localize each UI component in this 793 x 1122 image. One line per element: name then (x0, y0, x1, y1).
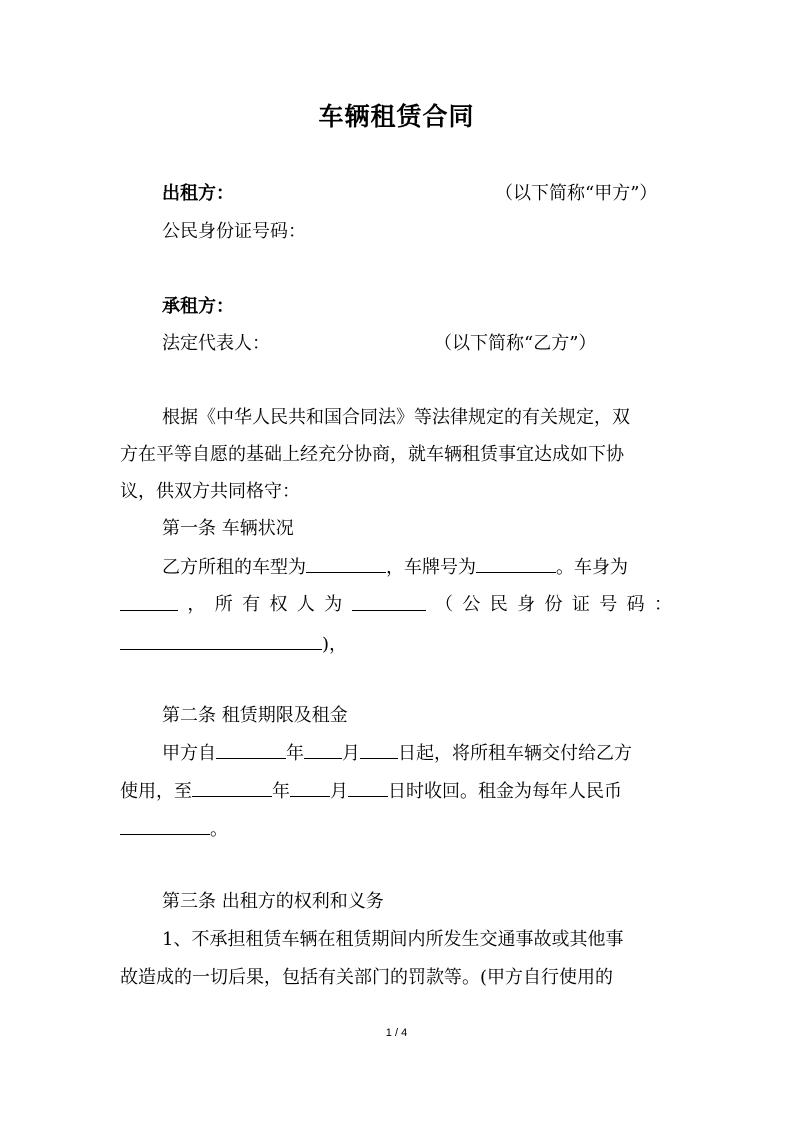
text-char: 人 (296, 594, 315, 615)
article-2-heading: 第二条 租赁期限及租金 (162, 705, 348, 726)
text-char: 份 (544, 594, 563, 615)
article-3-line-2: 故造成的一切后果，包括有关部门的罚款等。(甲方自行使用的 (120, 967, 614, 988)
lessee-rep-label: 法定代表人： (162, 333, 270, 354)
intro-line-3: 议，供双方共同格守： (120, 481, 300, 502)
intro-line-2: 方在平等自愿的基础上经充分协商，就车辆租赁事宜达成如下协 (120, 444, 624, 465)
article-1-heading: 第一条 车辆状况 (162, 518, 294, 539)
text-char: ， (187, 594, 206, 615)
text-char: 码 (626, 594, 645, 615)
lessor-note: （以下简称“甲方”） (495, 183, 658, 204)
lessor-id-label: 公民身份证号码： (162, 221, 306, 242)
vehicle-model-blank (306, 556, 386, 573)
article-2-line-3 (120, 818, 228, 841)
text-char: ： (654, 594, 672, 615)
start-year-blank (216, 742, 286, 759)
plate-number-blank (476, 556, 556, 573)
lessee-label: 承租方： (162, 296, 234, 317)
page-number: 1 / 4 (385, 1027, 408, 1039)
end-year-blank (192, 780, 272, 797)
text-char: 为 (324, 594, 343, 615)
body-blank (120, 594, 178, 611)
text-char: 号 (599, 594, 618, 615)
body-label: 。车身为 (556, 557, 628, 578)
article-2-line-2 (120, 780, 622, 803)
text-fragment: 月 (342, 743, 360, 764)
text-fragment: 。 (210, 819, 228, 840)
text-char: 所 (214, 594, 233, 615)
article-1-line-1 (162, 556, 628, 579)
start-day-blank (360, 742, 398, 759)
owner-id-blank (120, 633, 322, 650)
text-fragment: 年 (272, 781, 290, 802)
article-3-heading: 第三条 出租方的权利和义务 (162, 891, 384, 912)
rent-amount-blank (120, 818, 210, 835)
text-fragment: 使用，至 (120, 781, 192, 802)
text-fragment: )， (322, 634, 348, 655)
text-fragment: 日起，将所租车辆交付给乙方 (398, 743, 632, 764)
text-fragment: 月 (330, 781, 348, 802)
text-char: 有 (242, 594, 261, 615)
text-char: 民 (489, 594, 508, 615)
text-char: 权 (269, 594, 288, 615)
owner-blank (352, 594, 426, 611)
text-fragment: 年 (286, 743, 304, 764)
end-month-blank (290, 780, 330, 797)
article-1-line-3 (120, 633, 347, 656)
start-month-blank (304, 742, 342, 759)
text-char: 身 (517, 594, 536, 615)
text-char: （ (435, 594, 453, 615)
text-char: 公 (462, 594, 481, 615)
article-2-line-1 (162, 742, 632, 765)
page-title: 车辆租赁合同 (318, 102, 475, 131)
text-fragment: 甲方自 (162, 743, 216, 764)
text-char: 证 (571, 594, 590, 615)
intro-line-1: 根据《中华人民共和国合同法》等法律规定的有关规定，双 (162, 407, 630, 428)
article-3-line-1: 1、不承担租赁车辆在租赁期间内所发生交通事故或其他事 (162, 929, 624, 950)
vehicle-model-label: 乙方所租的车型为 (162, 557, 306, 578)
lessor-label: 出租方： (162, 183, 234, 204)
lessee-note: （以下简称“乙方”） (434, 333, 597, 354)
article-1-line-2 (120, 594, 672, 616)
text-fragment: 日时收回。租金为每年人民币 (388, 781, 622, 802)
plate-number-label: ，车牌号为 (386, 557, 476, 578)
end-day-blank (348, 780, 388, 797)
